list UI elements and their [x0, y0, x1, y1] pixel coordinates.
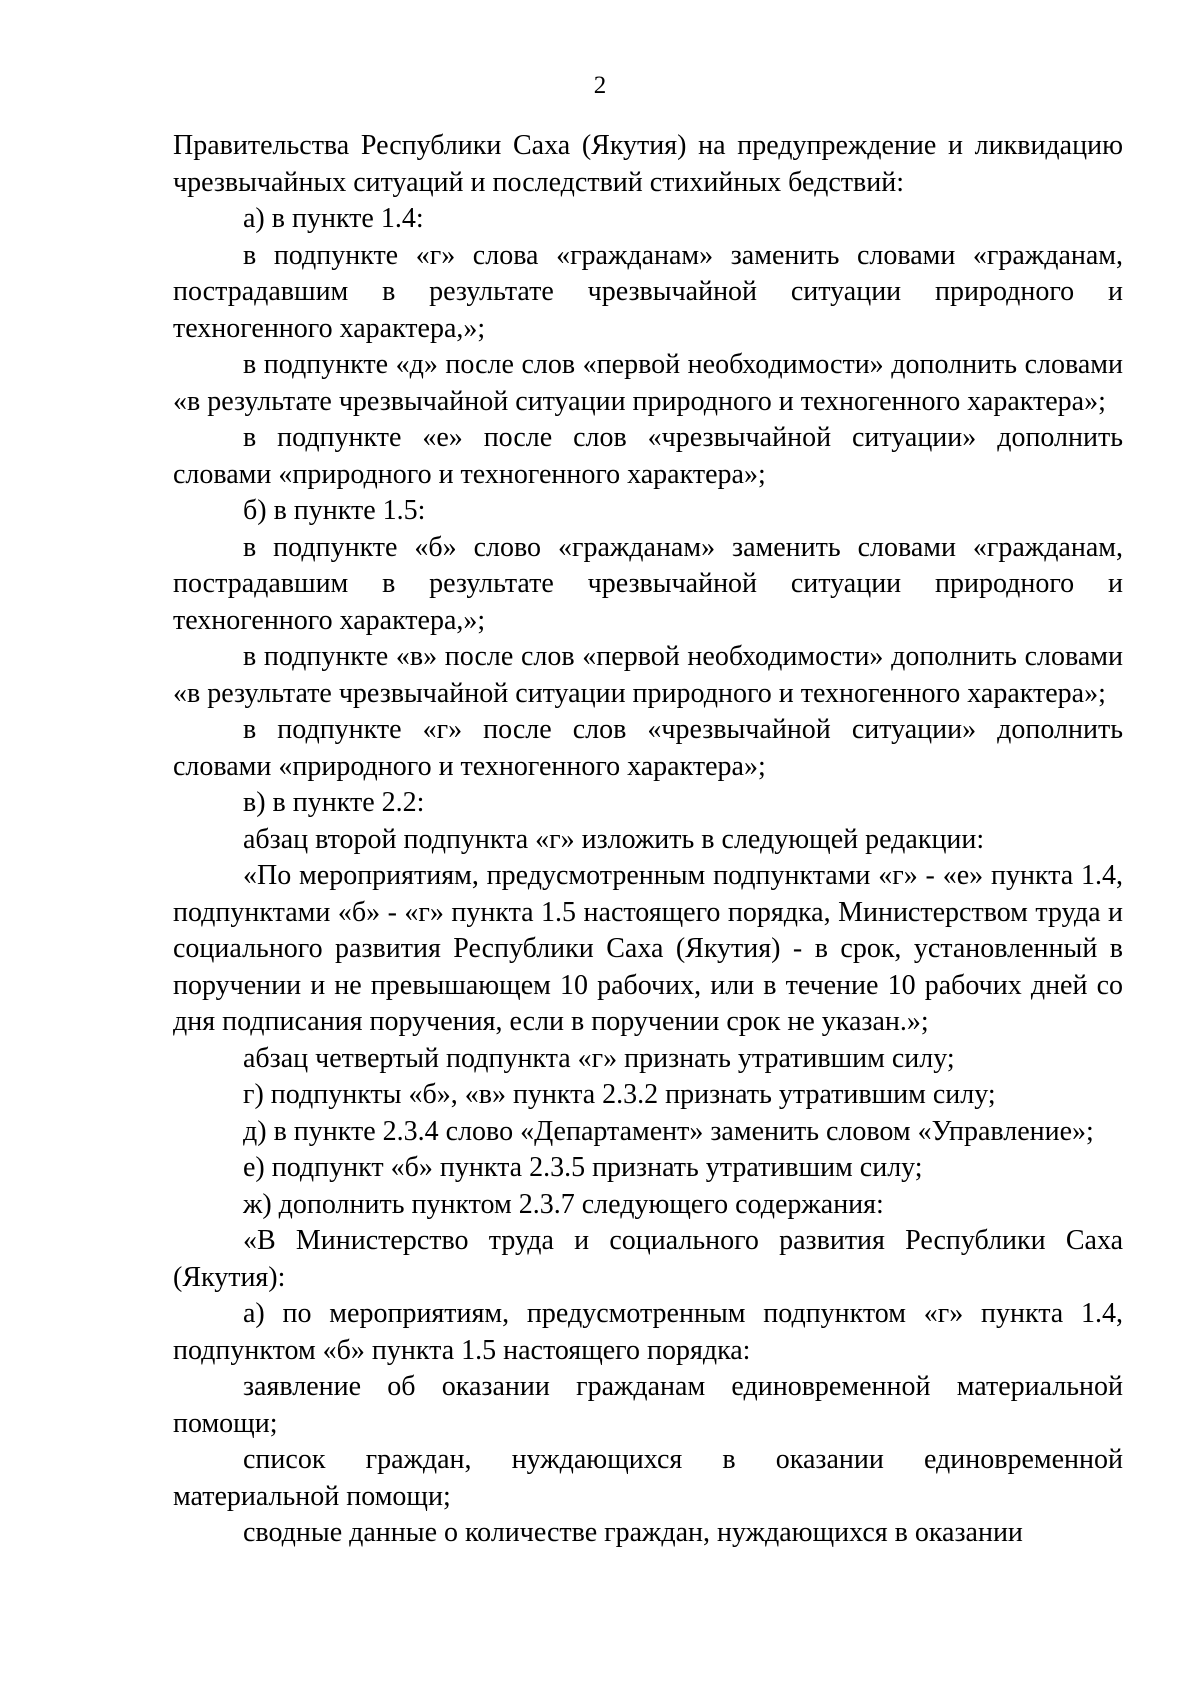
paragraph: а) по мероприятиям, предусмотренным подпунктом «г» пункта 1.4, подпунктом «б» пункта 1.5 настоящего порядка:: [173, 1298, 1123, 1366]
paragraph: д) в пункте 2.3.4 слово «Департамент» заменить словом «Управление»;: [243, 1115, 1094, 1147]
paragraph: е) подпункт «б» пункта 2.3.5 признать утратившим силу;: [243, 1152, 923, 1183]
paragraph: «По мероприятиям, предусмотренным подпунктами «г» - «е» пункта 1.4, подпунктами «б» - «г» пункта 1.5 настоящего порядка, Министерством труда и социального развития Республики Саха (Якутия) - в срок, установленный в поручении и не превышающем 10 рабочих, или в течение 10 рабочих дней со дня подписания поручения, если в поручении срок не указан.»;: [173, 860, 1123, 1037]
paragraph: абзац четвертый подпункта «г» признать утратившим силу;: [243, 1042, 955, 1074]
paragraph: в подпункте «е» после слов «чрезвычайной ситуации» дополнить словами «природного и техногенного характера»;: [173, 422, 1123, 490]
paragraph: г) подпункты «б», «в» пункта 2.3.2 признать утратившим силу;: [243, 1079, 996, 1110]
paragraph: в) в пункте 2.2:: [243, 787, 425, 818]
paragraph: сводные данные о количестве граждан, нуждающихся в оказании: [243, 1517, 1023, 1548]
paragraph: в подпункте «д» после слов «первой необходимости» дополнить словами «в результате чрезвычайной ситуации природного и техногенного характера»;: [173, 349, 1123, 417]
paragraph: Правительства Республики Саха (Якутия) на предупреждение и ликвидацию чрезвычайных ситуаций и последствий стихийных бедствий:: [173, 130, 1123, 198]
paragraph: в подпункте «в» после слов «первой необходимости» дополнить словами «в результате чрезвычайной ситуации природного и техногенного характера»;: [173, 641, 1123, 709]
paragraph: ж) дополнить пунктом 2.3.7 следующего содержания:: [243, 1188, 884, 1220]
paragraph: «В Министерство труда и социального развития Республики Саха (Якутия):: [173, 1225, 1123, 1293]
paragraph: абзац второй подпункта «г» изложить в следующей редакции:: [243, 823, 985, 855]
paragraph: б) в пункте 1.5:: [243, 495, 426, 526]
paragraph: заявление об оказании гражданам единовременной материальной помощи;: [173, 1371, 1123, 1439]
paragraph: в подпункте «б» слово «гражданам» заменить словами «гражданам, пострадавшим в результате чрезвычайной ситуации природного и техногенного характера,»;: [173, 531, 1123, 636]
paragraph: список граждан, нуждающихся в оказании единовременной материальной помощи;: [173, 1444, 1123, 1512]
paragraph: в подпункте «г» после слов «чрезвычайной ситуации» дополнить словами «природного и техногенного характера»;: [173, 714, 1123, 782]
paragraph: а) в пункте 1.4:: [243, 203, 424, 234]
document-body: [173, 128, 1123, 1552]
paragraph: в подпункте «г» слова «гражданам» заменить словами «гражданам, пострадавшим в результате чрезвычайной ситуации природного и техногенного характера,»;: [173, 239, 1123, 344]
page-number: 2: [593, 72, 607, 99]
